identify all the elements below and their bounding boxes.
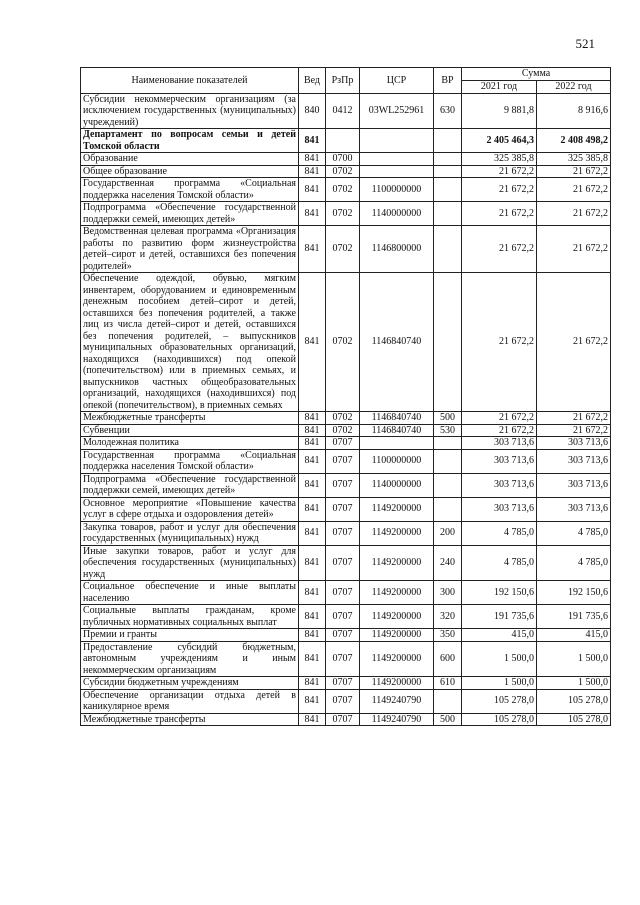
table-row xyxy=(81,641,611,677)
cell-vr xyxy=(434,178,462,202)
cell-vr xyxy=(434,165,462,178)
cell-vr: 530 xyxy=(434,424,462,437)
cell-rzpr: 0702 xyxy=(326,273,360,412)
cell-csr: 1149200000 xyxy=(360,629,434,642)
cell-csr: 1149240790 xyxy=(360,713,434,726)
cell-ved: 841 xyxy=(299,473,326,497)
cell-name: Молодежная политика xyxy=(81,437,299,450)
cell-rzpr: 0412 xyxy=(326,93,360,129)
cell-csr xyxy=(360,129,434,153)
table-row xyxy=(81,129,611,153)
cell-name: Закупка товаров, работ и услуг для обеспечения государственных (муниципальных) нужд xyxy=(81,521,299,545)
cell-2021: 21 672,2 xyxy=(462,273,537,412)
cell-rzpr: 0702 xyxy=(326,165,360,178)
cell-ved: 841 xyxy=(299,178,326,202)
cell-rzpr: 0702 xyxy=(326,412,360,425)
cell-rzpr: 0707 xyxy=(326,449,360,473)
cell-vr: 610 xyxy=(434,677,462,690)
cell-2021: 21 672,2 xyxy=(462,424,537,437)
cell-name: Департамент по вопросам семьи и детей Томской области xyxy=(81,129,299,153)
cell-vr: 500 xyxy=(434,713,462,726)
cell-2022: 303 713,6 xyxy=(537,497,611,521)
cell-csr: 1140000000 xyxy=(360,473,434,497)
cell-ved: 841 xyxy=(299,521,326,545)
cell-rzpr: 0707 xyxy=(326,473,360,497)
table-row xyxy=(81,497,611,521)
cell-name: Государственная программа «Социальная поддержка населения Томской области» xyxy=(81,178,299,202)
cell-2022: 191 735,6 xyxy=(537,605,611,629)
cell-2021: 9 881,8 xyxy=(462,93,537,129)
cell-2021: 303 713,6 xyxy=(462,449,537,473)
cell-csr: 1146840740 xyxy=(360,424,434,437)
cell-2021: 4 785,0 xyxy=(462,521,537,545)
table-row xyxy=(81,545,611,581)
cell-ved: 841 xyxy=(299,412,326,425)
table-row xyxy=(81,605,611,629)
cell-name: Социальные выплаты гражданам, кроме публичных нормативных социальных выплат xyxy=(81,605,299,629)
cell-vr xyxy=(434,497,462,521)
cell-2021: 303 713,6 xyxy=(462,437,537,450)
cell-2022: 8 916,6 xyxy=(537,93,611,129)
budget-table xyxy=(80,67,611,726)
cell-2021: 21 672,2 xyxy=(462,178,537,202)
cell-2021: 4 785,0 xyxy=(462,545,537,581)
table-row xyxy=(81,473,611,497)
cell-rzpr: 0707 xyxy=(326,581,360,605)
cell-vr xyxy=(434,226,462,273)
table-row xyxy=(81,424,611,437)
cell-2021: 21 672,2 xyxy=(462,226,537,273)
col-2021-header: 2021 год xyxy=(462,80,537,93)
cell-ved: 841 xyxy=(299,129,326,153)
cell-name: Иные закупки товаров, работ и услуг для обеспечения государственных (муниципальных) нужд xyxy=(81,545,299,581)
col-sum-header: Сумма xyxy=(462,68,611,81)
table-row xyxy=(81,677,611,690)
cell-vr: 500 xyxy=(434,412,462,425)
cell-rzpr: 0702 xyxy=(326,178,360,202)
table-row xyxy=(81,437,611,450)
cell-csr: 1100000000 xyxy=(360,449,434,473)
table-row xyxy=(81,629,611,642)
cell-csr: 1149240790 xyxy=(360,689,434,713)
cell-csr: 1149200000 xyxy=(360,677,434,690)
cell-vr: 200 xyxy=(434,521,462,545)
cell-vr xyxy=(434,202,462,226)
cell-name: Межбюджетные трансферты xyxy=(81,713,299,726)
cell-name: Премии и гранты xyxy=(81,629,299,642)
cell-name: Обеспечение одеждой, обувью, мягким инвентарем, оборудованием и единовременным денежным пособием детей–сирот и детей, оставшихся без попечения родителей, а также лиц из числа детей–сирот и детей, оставшихся без попечения родителей, – выпускников муниципальных образовательных организаций, находящихся (находившихся) под опекой (попечительством) или в приемных семьях, и выпускников частных общеобразовательных организаций, находящихся (находившихся) под опекой (попечительством), в приемных семьях xyxy=(81,273,299,412)
cell-name: Общее образование xyxy=(81,165,299,178)
cell-2022: 21 672,2 xyxy=(537,412,611,425)
header-row xyxy=(81,68,611,81)
cell-rzpr xyxy=(326,129,360,153)
table-row xyxy=(81,713,611,726)
cell-csr xyxy=(360,437,434,450)
cell-ved: 841 xyxy=(299,545,326,581)
cell-csr: 1100000000 xyxy=(360,178,434,202)
col-rzpr-header: РзПр xyxy=(326,68,360,94)
cell-ved: 841 xyxy=(299,689,326,713)
cell-2021: 2 405 464,3 xyxy=(462,129,537,153)
cell-2022: 21 672,2 xyxy=(537,226,611,273)
cell-2021: 1 500,0 xyxy=(462,677,537,690)
cell-vr xyxy=(434,449,462,473)
cell-name: Основное мероприятие «Повышение качества услуг в сфере отдыха и оздоровления детей» xyxy=(81,497,299,521)
cell-rzpr: 0707 xyxy=(326,629,360,642)
cell-ved: 841 xyxy=(299,437,326,450)
cell-name: Ведомственная целевая программа «Организация работы по развитию форм жизнеустройства детей–сирот и детей, оставшихся без попечения родителей» xyxy=(81,226,299,273)
cell-2021: 105 278,0 xyxy=(462,689,537,713)
cell-2022: 21 672,2 xyxy=(537,202,611,226)
cell-2021: 1 500,0 xyxy=(462,641,537,677)
cell-name: Субвенции xyxy=(81,424,299,437)
cell-rzpr: 0707 xyxy=(326,677,360,690)
cell-csr: 1146840740 xyxy=(360,273,434,412)
cell-2021: 192 150,6 xyxy=(462,581,537,605)
cell-vr xyxy=(434,273,462,412)
cell-2022: 303 713,6 xyxy=(537,473,611,497)
cell-2021: 303 713,6 xyxy=(462,473,537,497)
table-row xyxy=(81,273,611,412)
cell-csr: 1149200000 xyxy=(360,605,434,629)
cell-csr: 1149200000 xyxy=(360,581,434,605)
cell-vr xyxy=(434,473,462,497)
cell-ved: 841 xyxy=(299,165,326,178)
cell-name: Подпрограмма «Обеспечение государственной поддержки семей, имеющих детей» xyxy=(81,202,299,226)
cell-2022: 21 672,2 xyxy=(537,165,611,178)
cell-rzpr: 0702 xyxy=(326,202,360,226)
cell-2021: 415,0 xyxy=(462,629,537,642)
cell-2022: 325 385,8 xyxy=(537,153,611,166)
cell-csr xyxy=(360,153,434,166)
cell-csr xyxy=(360,165,434,178)
cell-2021: 303 713,6 xyxy=(462,497,537,521)
cell-2021: 21 672,2 xyxy=(462,412,537,425)
cell-csr: 1140000000 xyxy=(360,202,434,226)
cell-rzpr: 0702 xyxy=(326,226,360,273)
col-name-header: Наименование показателей xyxy=(81,68,299,94)
table-row xyxy=(81,449,611,473)
cell-ved: 841 xyxy=(299,713,326,726)
cell-ved: 841 xyxy=(299,449,326,473)
table-row xyxy=(81,202,611,226)
cell-2022: 4 785,0 xyxy=(537,545,611,581)
cell-ved: 841 xyxy=(299,226,326,273)
table-row xyxy=(81,689,611,713)
cell-vr: 350 xyxy=(434,629,462,642)
cell-rzpr: 0707 xyxy=(326,689,360,713)
cell-2022: 415,0 xyxy=(537,629,611,642)
cell-2022: 4 785,0 xyxy=(537,521,611,545)
cell-2022: 21 672,2 xyxy=(537,273,611,412)
cell-vr xyxy=(434,129,462,153)
cell-vr: 300 xyxy=(434,581,462,605)
cell-ved: 841 xyxy=(299,153,326,166)
cell-name: Социальное обеспечение и иные выплаты населению xyxy=(81,581,299,605)
cell-ved: 841 xyxy=(299,605,326,629)
cell-ved: 840 xyxy=(299,93,326,129)
cell-ved: 841 xyxy=(299,424,326,437)
cell-rzpr: 0707 xyxy=(326,521,360,545)
cell-name: Субсидии бюджетным учреждениям xyxy=(81,677,299,690)
cell-2021: 21 672,2 xyxy=(462,202,537,226)
cell-2022: 105 278,0 xyxy=(537,713,611,726)
table-row xyxy=(81,581,611,605)
table-body xyxy=(81,93,611,726)
col-csr-header: ЦСР xyxy=(360,68,434,94)
col-ved-header: Вед xyxy=(299,68,326,94)
cell-2022: 192 150,6 xyxy=(537,581,611,605)
cell-2022: 21 672,2 xyxy=(537,178,611,202)
cell-csr: 1146840740 xyxy=(360,412,434,425)
page-number: 521 xyxy=(575,36,595,51)
col-vr-header: ВР xyxy=(434,68,462,94)
cell-ved: 841 xyxy=(299,497,326,521)
cell-2022: 21 672,2 xyxy=(537,424,611,437)
cell-ved: 841 xyxy=(299,581,326,605)
cell-2022: 1 500,0 xyxy=(537,641,611,677)
cell-rzpr: 0707 xyxy=(326,497,360,521)
cell-ved: 841 xyxy=(299,641,326,677)
cell-rzpr: 0707 xyxy=(326,641,360,677)
cell-csr: 1149200000 xyxy=(360,641,434,677)
cell-name: Обеспечение организации отдыха детей в каникулярное время xyxy=(81,689,299,713)
cell-csr: 1146800000 xyxy=(360,226,434,273)
cell-2022: 303 713,6 xyxy=(537,437,611,450)
cell-2021: 21 672,2 xyxy=(462,165,537,178)
cell-rzpr: 0707 xyxy=(326,605,360,629)
cell-vr: 320 xyxy=(434,605,462,629)
cell-2022: 2 408 498,2 xyxy=(537,129,611,153)
cell-rzpr: 0700 xyxy=(326,153,360,166)
cell-vr: 240 xyxy=(434,545,462,581)
cell-2021: 191 735,6 xyxy=(462,605,537,629)
cell-vr: 630 xyxy=(434,93,462,129)
col-2022-header: 2022 год xyxy=(537,80,611,93)
cell-csr: 1149200000 xyxy=(360,521,434,545)
cell-rzpr: 0707 xyxy=(326,437,360,450)
table-row xyxy=(81,226,611,273)
cell-csr: 03WL252961 xyxy=(360,93,434,129)
cell-vr: 600 xyxy=(434,641,462,677)
cell-ved: 841 xyxy=(299,202,326,226)
cell-2022: 105 278,0 xyxy=(537,689,611,713)
cell-rzpr: 0702 xyxy=(326,424,360,437)
cell-name: Подпрограмма «Обеспечение государственной поддержки семей, имеющих детей» xyxy=(81,473,299,497)
cell-vr xyxy=(434,153,462,166)
cell-name: Государственная программа «Социальная поддержка населения Томской области» xyxy=(81,449,299,473)
cell-name: Субсидии некоммерческим организациям (за исключением государственных (муниципальных) учреждений) xyxy=(81,93,299,129)
cell-csr: 1149200000 xyxy=(360,545,434,581)
cell-ved: 841 xyxy=(299,677,326,690)
cell-csr: 1149200000 xyxy=(360,497,434,521)
cell-ved: 841 xyxy=(299,629,326,642)
cell-2022: 303 713,6 xyxy=(537,449,611,473)
table-row xyxy=(81,165,611,178)
table-row xyxy=(81,521,611,545)
table-row xyxy=(81,178,611,202)
table-row xyxy=(81,153,611,166)
cell-rzpr: 0707 xyxy=(326,713,360,726)
cell-vr xyxy=(434,689,462,713)
cell-name: Межбюджетные трансферты xyxy=(81,412,299,425)
cell-2021: 325 385,8 xyxy=(462,153,537,166)
cell-ved: 841 xyxy=(299,273,326,412)
cell-name: Образование xyxy=(81,153,299,166)
table-row xyxy=(81,412,611,425)
cell-rzpr: 0707 xyxy=(326,545,360,581)
cell-vr xyxy=(434,437,462,450)
cell-name: Предоставление субсидий бюджетным, автономным учреждениям и иным некоммерческим организациям xyxy=(81,641,299,677)
cell-2021: 105 278,0 xyxy=(462,713,537,726)
table-row xyxy=(81,93,611,129)
cell-2022: 1 500,0 xyxy=(537,677,611,690)
